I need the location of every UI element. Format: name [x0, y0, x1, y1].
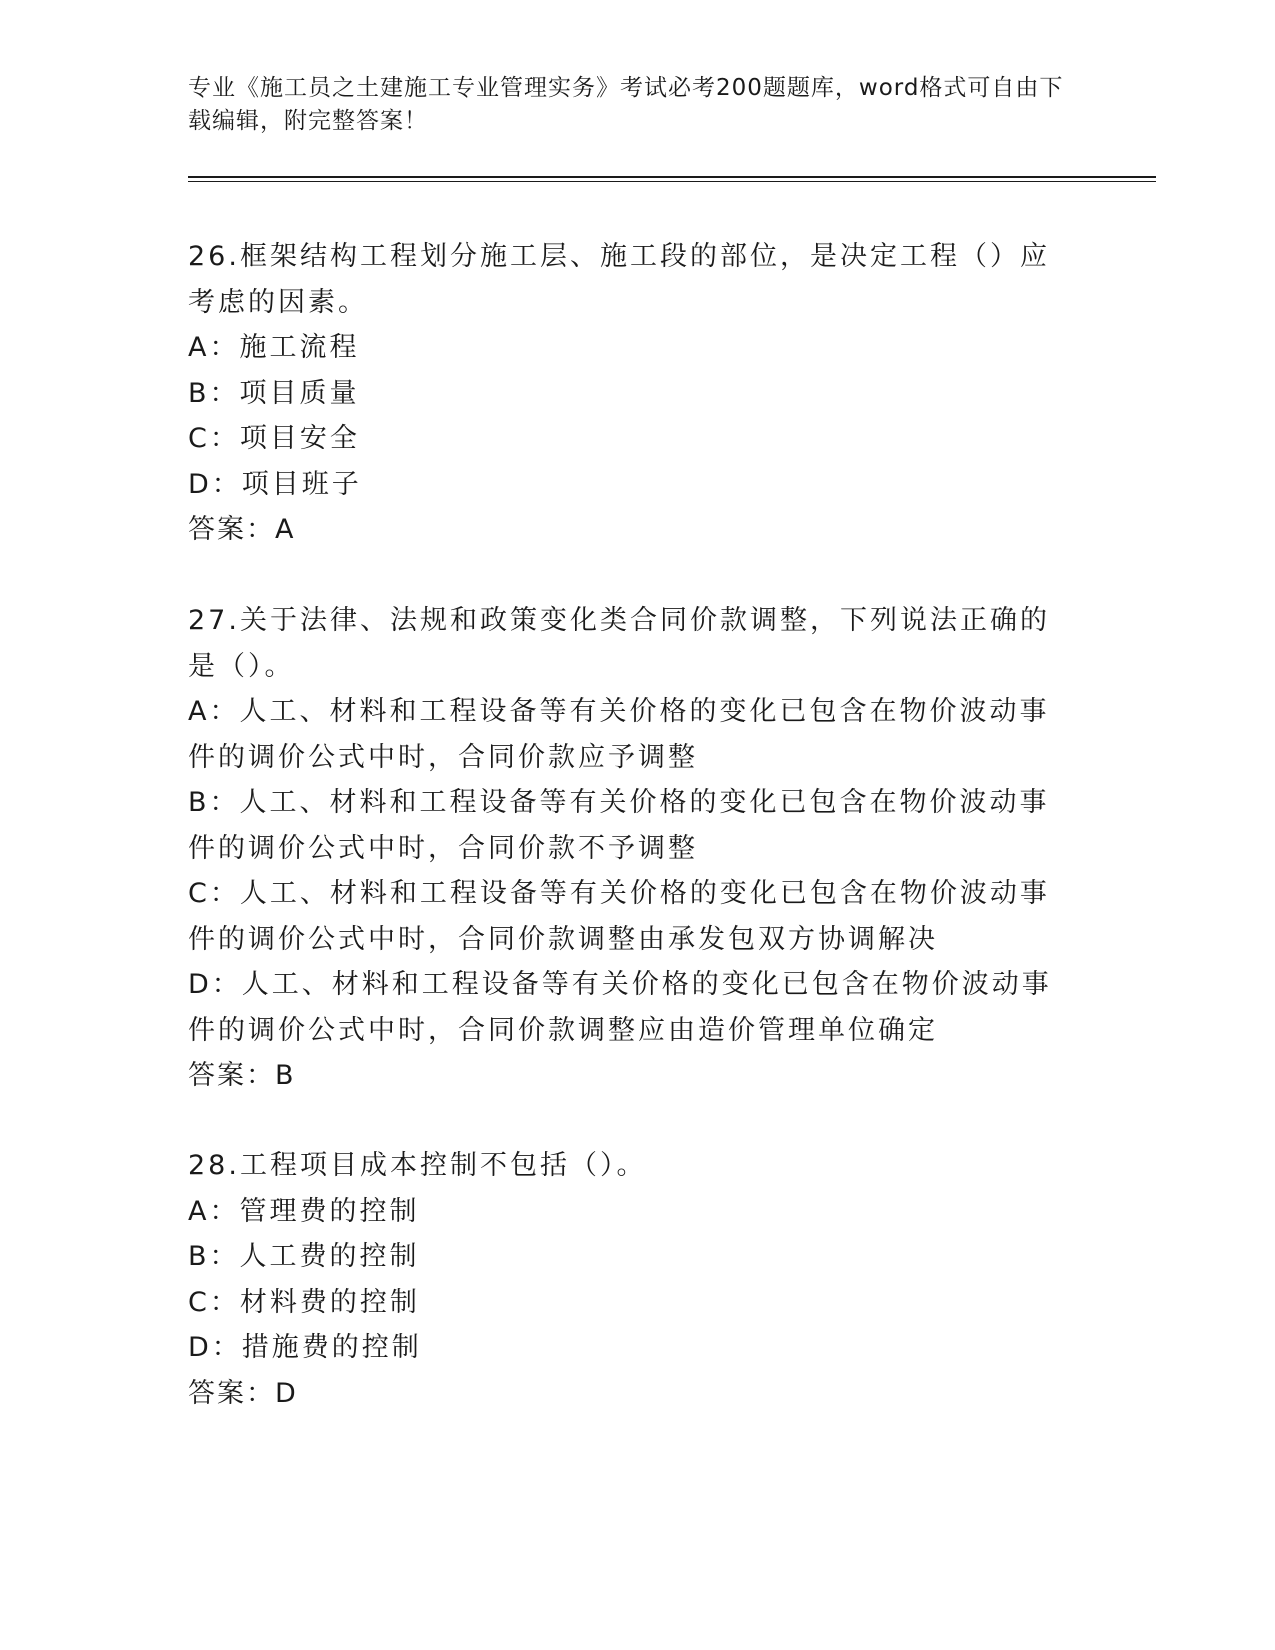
question-28 [188, 1143, 1078, 1416]
option-a: A：施工流程 [188, 332, 360, 363]
option-d: D：项目班子 [188, 468, 362, 500]
option-b: B：人工费的控制 [188, 1241, 420, 1272]
option-d: D：人工、材料和工程设备等有关价格的变化已包含在物价波动事件的调价公式中时，合同价款调整应由造价管理单位确定 [188, 969, 1052, 1046]
option-a: A：管理费的控制 [188, 1195, 420, 1227]
answer-label: 答案：B [188, 1060, 296, 1091]
option-b: B：项目质量 [188, 377, 360, 409]
option-c: C：材料费的控制 [188, 1286, 420, 1318]
answer-label: 答案：A [188, 514, 296, 545]
question-stem: 28.工程项目成本控制不包括（）。 [188, 1150, 647, 1181]
option-a: A：人工、材料和工程设备等有关价格的变化已包含在物价波动事件的调价公式中时，合同价款应予调整 [188, 696, 1050, 773]
option-b: B：人工、材料和工程设备等有关价格的变化已包含在物价波动事件的调价公式中时，合同价款不予调整 [188, 787, 1050, 864]
header-divider-thin [188, 181, 1156, 182]
question-27 [188, 598, 1078, 1099]
question-stem: 26.框架结构工程划分施工层、施工段的部位，是决定工程（）应考虑的因素。 [188, 241, 1050, 318]
document-header: 专业《施工员之土建施工专业管理实务》考试必考200题题库，word格式可自由下载编辑，附完整答案！ [188, 75, 1064, 134]
option-d: D：措施费的控制 [188, 1332, 422, 1363]
option-c: C：项目安全 [188, 423, 360, 454]
header-divider-thick [188, 176, 1156, 178]
option-c: C：人工、材料和工程设备等有关价格的变化已包含在物价波动事件的调价公式中时，合同价款调整由承发包双方协调解决 [188, 878, 1050, 955]
answer-label: 答案：D [188, 1377, 298, 1409]
question-stem: 27.关于法律、法规和政策变化类合同价款调整，下列说法正确的是（）。 [188, 605, 1050, 682]
question-26 [188, 234, 1078, 553]
